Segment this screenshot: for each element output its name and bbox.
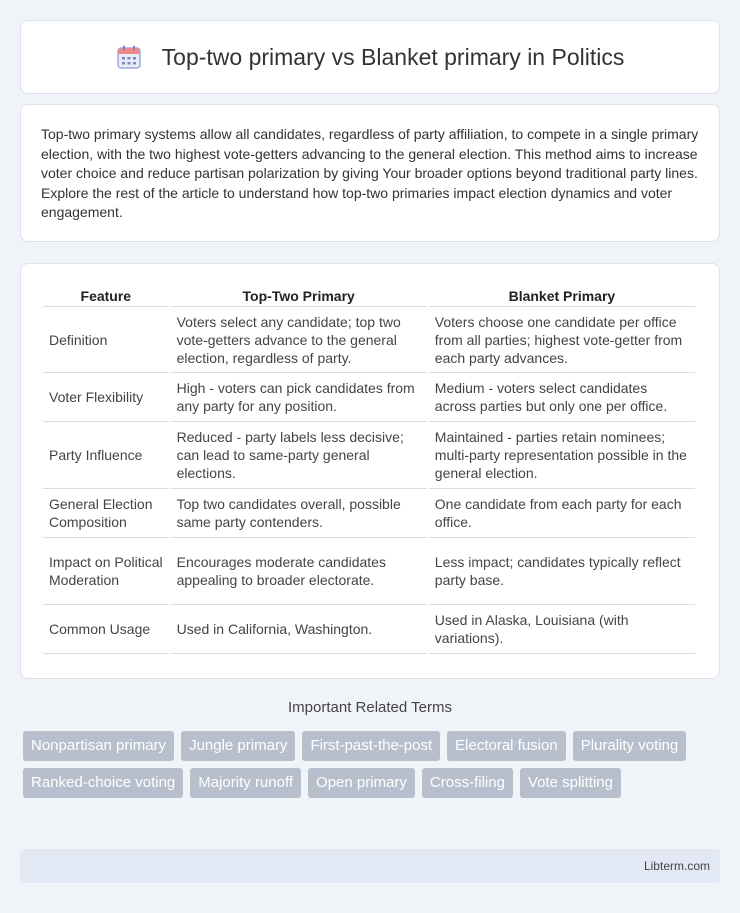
table-row xyxy=(43,422,695,489)
related-term-tag[interactable]: Open primary xyxy=(308,768,415,798)
related-term-tag[interactable]: Electoral fusion xyxy=(447,731,566,761)
intro-card xyxy=(20,104,720,242)
feature-cell: General Election Composition xyxy=(43,489,169,538)
top-two-cell: Used in California, Washington. xyxy=(171,605,427,654)
feature-cell: Party Influence xyxy=(43,422,169,489)
comparison-table xyxy=(41,284,697,654)
related-term-tag[interactable]: Ranked-choice voting xyxy=(23,768,183,798)
blanket-cell: Maintained - parties retain nominees; multi-party representation possible in the general election. xyxy=(429,422,695,489)
table-header-row xyxy=(43,284,695,307)
related-term-tag[interactable]: Vote splitting xyxy=(520,768,621,798)
related-term-tag[interactable]: Majority runoff xyxy=(190,768,301,798)
table-row xyxy=(43,489,695,538)
top-two-cell: Reduced - party labels less decisive; can lead to same-party general elections. xyxy=(171,422,427,489)
top-two-cell: Voters select any candidate; top two vote-getters advance to the general election, regardless of party. xyxy=(171,307,427,373)
table-row xyxy=(43,307,695,373)
feature-cell: Definition xyxy=(43,307,169,373)
header-feature: Feature xyxy=(43,284,169,307)
related-term-tag[interactable]: Cross-filing xyxy=(422,768,513,798)
feature-cell: Voter Flexibility xyxy=(43,373,169,422)
top-two-cell: Top two candidates overall, possible same party contenders. xyxy=(171,489,427,538)
related-term-tag[interactable]: First-past-the-post xyxy=(302,731,440,761)
footer-site-link[interactable]: Libterm.com xyxy=(643,859,710,873)
feature-cell: Impact on Political Moderation xyxy=(43,538,169,605)
related-terms-list xyxy=(23,731,723,798)
page-title: Top-two primary vs Blanket primary in Politics xyxy=(161,43,625,70)
blanket-cell: Voters choose one candidate per office from all parties; highest vote-getter from each party advances. xyxy=(429,307,695,373)
feature-cell: Common Usage xyxy=(43,605,169,654)
intro-text: Top-two primary systems allow all candidates, regardless of party affiliation, to compete in a single primary election, with the two highest vote-getters advancing to the general election. This method aims to increase voter choice and reduce partisan polarization by giving Your broader options beyond traditional party lines. Explore the rest of the article to understand how top-two primaries impact election dynamics and voter engagement. xyxy=(41,126,699,221)
blanket-cell: One candidate from each party for each office. xyxy=(429,489,695,538)
related-term-tag[interactable]: Nonpartisan primary xyxy=(23,731,174,761)
top-two-cell: High - voters can pick candidates from any party for any position. xyxy=(171,373,427,422)
header-blanket: Blanket Primary xyxy=(429,284,695,307)
related-term-tag[interactable]: Plurality voting xyxy=(573,731,687,761)
blanket-cell: Less impact; candidates typically reflect party base. xyxy=(429,538,695,605)
table-row xyxy=(43,605,695,654)
title-card xyxy=(20,20,720,94)
table-row xyxy=(43,373,695,422)
header-top-two: Top-Two Primary xyxy=(171,284,427,307)
blanket-cell: Medium - voters select candidates across parties but only one per office. xyxy=(429,373,695,422)
top-two-cell: Encourages moderate candidates appealing to broader electorate. xyxy=(171,538,427,605)
related-term-tag[interactable]: Jungle primary xyxy=(181,731,295,761)
blanket-cell: Used in Alaska, Louisiana (with variations). xyxy=(429,605,695,654)
calendar-icon xyxy=(116,44,142,70)
related-terms-title: Important Related Terms xyxy=(288,699,452,716)
comparison-table-card xyxy=(20,263,720,679)
footer xyxy=(20,849,720,883)
table-row xyxy=(43,538,695,605)
